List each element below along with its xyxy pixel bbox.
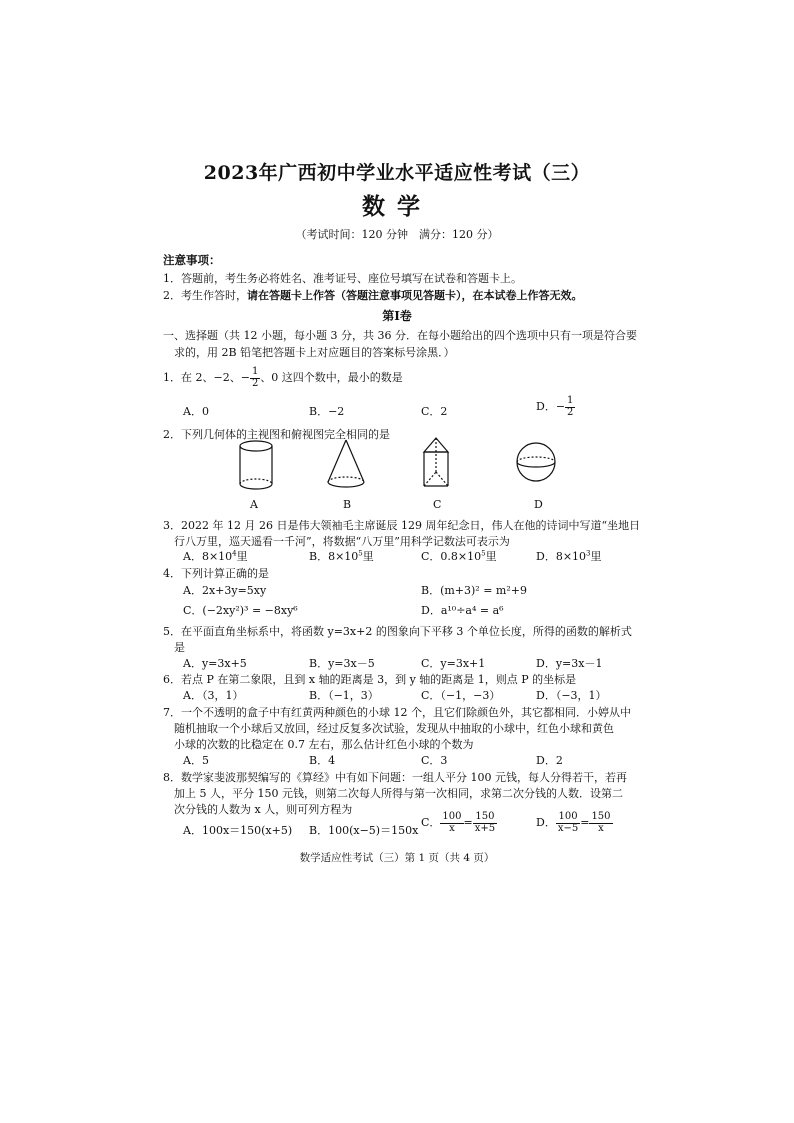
q2-label-b: B (343, 498, 352, 511)
q7-option-a: A．5 (183, 754, 209, 767)
q8-option-d (536, 812, 613, 834)
q1-stem-part-a: 1．在 2、−2、− (163, 371, 250, 384)
q7-option-d: D．2 (536, 754, 563, 767)
subject-title: 数学 (362, 193, 432, 220)
page-footer: 数学适应性考试（三）第 1 页（共 4 页） (299, 852, 495, 864)
q4-option-c: C．(−2xy²)³ = −8xy⁶ (183, 604, 298, 617)
q3-c-exponent: 5 (481, 549, 486, 558)
question-3-line-1: 3．2022 年 12 月 26 日是伟大领袖毛主席诞辰 129 周年纪念日，伟人在他的诗词中写道“坐地日 (163, 519, 641, 532)
q8-option-a: A．100x＝150(x+5) (183, 824, 293, 837)
q2-solids-figure (226, 436, 576, 496)
q3-a-exponent: 4 (232, 549, 237, 558)
q4-option-a: A．2x+3y=5xy (183, 584, 267, 597)
question-1-stem (163, 367, 403, 389)
q2-label-c: C (433, 498, 442, 511)
q6-option-a: A．（3，1） (183, 689, 244, 702)
question-7-line-1: 7．一个不透明的盒子中有红黄两种颜色的小球 12 个，且它们除颜色外，其它都相同．小婷从中 (163, 706, 631, 719)
q8-d-fraction-1 (556, 812, 580, 834)
q3-option-b (309, 548, 374, 564)
question-2-stem: 2．下列几何体的主视图和俯视图完全相同的是 (163, 428, 390, 441)
note-item-2-bold: 请在答题卡上作答（答题注意事项见答题卡），在本试卷上作答无效。 (247, 289, 583, 302)
q7-option-c: C．3 (421, 754, 448, 767)
q1-d-denominator: 2 (567, 406, 574, 418)
question-5-line-1: 5．在平面直角坐标系中，将函数 y=3x+2 的图象向下平移 3 个单位长度，所得的函数的解析式 (163, 625, 632, 638)
q8-option-b: B．100(x−5)＝150x (309, 824, 419, 837)
q8-d-equals: = (580, 816, 590, 829)
question-6-stem: 6．若点 P 在第二象限，且到 x 轴的距离是 3，到 y 轴的距离是 1，则点 P 的坐标是 (163, 673, 577, 686)
question-8-line-3: 次分钱的人数为 x 人，则可列方程为 (174, 803, 353, 816)
q5-option-d: D．y=3x－1 (536, 657, 603, 670)
q5-option-b: B．y=3x－5 (309, 657, 375, 670)
question-7-line-3: 小球的次数的比稳定在 0.7 左右，那么估计红色小球的个数为 (174, 738, 474, 751)
q8-d-num-1: 100 (556, 812, 580, 824)
question-5-line-2: 是 (174, 641, 185, 654)
q8-option-c (421, 812, 497, 834)
q8-d-den-1: x−5 (557, 822, 579, 834)
note-item-2-prefix: 2．考生作答时， (163, 289, 247, 302)
q8-d-num-2: 150 (591, 811, 611, 822)
q7-option-b: B．4 (309, 754, 336, 767)
q8-d-den-2: x (598, 822, 604, 834)
q3-a-unit: 里 (236, 550, 248, 563)
q1-stem-part-b: 、0 这四个数中，最小的数是 (260, 371, 403, 384)
question-8-line-2: 加上 5 人，平分 150 元钱，则第二次每人所得与第一次相同，求第二次分钱的人数．设第二 (174, 787, 623, 800)
q3-b-unit: 里 (362, 550, 374, 563)
q8-c-fraction-1 (440, 812, 463, 834)
q8-c-den-1: x (449, 822, 455, 834)
exam-info: （考试时间：120 分钟 满分：120 分） (295, 228, 499, 241)
q6-option-b: B．（−1，3） (309, 689, 379, 702)
note-item-1: 1．答题前，考生务必将姓名、准考证号、座位号填写在试卷和答题卡上。 (163, 272, 522, 285)
q1-fraction (250, 367, 260, 389)
q8-c-den-2: x+5 (474, 822, 496, 834)
q1-option-b: B．−2 (309, 405, 345, 418)
q3-d-base: D．8×10 (536, 550, 587, 563)
triangular-prism-figure (424, 438, 448, 486)
q5-option-a: A．y=3x+5 (183, 657, 247, 670)
question-8-line-1: 8．数学家斐波那契编写的《算经》中有如下问题：一组人平分 100 元钱，每人分得若干，若再 (163, 771, 627, 784)
note-item-2 (163, 287, 583, 303)
cylinder-figure (240, 441, 272, 489)
section-instruction-line-1: 一、选择题（共 12 小题，每小题 3 分，共 36 分．在每小题给出的四个选项中只有一项是符合要 (163, 329, 637, 342)
q8-c-num-1: 100 (442, 811, 462, 822)
q1-option-d-prefix: D．− (536, 400, 566, 413)
section-title: 第Ⅰ卷 (382, 309, 412, 323)
q2-label-a: A (250, 498, 258, 511)
q1-option-c: C．2 (421, 405, 448, 418)
question-7-line-2: 随机抽取一个小球后又放回，经过反复多次试验，发现从中抽取的小球中，红色小球和黄色 (174, 722, 614, 735)
q3-c-base: C．0.8×10 (421, 550, 482, 563)
q1-frac-numerator: 1 (251, 366, 259, 377)
q5-option-c: C．y=3x+1 (421, 657, 486, 670)
notes-heading: 注意事项： (163, 253, 221, 267)
cone-figure (328, 440, 364, 487)
exam-title: 2023年广西初中学业水平适应性考试（三） (203, 162, 591, 184)
question-4-stem: 4．下列计算正确的是 (163, 567, 269, 580)
q4-option-b: B．(m+3)² = m²+9 (421, 584, 527, 597)
q3-b-base: B．8×10 (309, 550, 359, 563)
q3-d-exponent: 3 (586, 549, 591, 558)
q8-d-fraction-2 (589, 812, 612, 834)
q3-option-a (183, 548, 248, 564)
q1-option-d-fraction (565, 396, 575, 418)
question-3-line-2: 行八万里，巡天遥看一千河”，将数据“八万里”用科学记数法可表示为 (174, 535, 510, 548)
q3-b-exponent: 5 (358, 549, 363, 558)
q8-c-prefix: C． (421, 816, 441, 829)
section-instruction-line-2: 求的，用 2B 铅笔把答题卡上对应题目的答案标号涂黑．） (174, 346, 455, 359)
q3-option-c (421, 548, 497, 564)
q6-option-d: D．（−3，1） (536, 689, 607, 702)
q3-option-d (536, 548, 602, 564)
q4-option-d: D．a¹⁰÷a⁴ = a⁶ (421, 604, 504, 617)
q8-c-num-2: 150 (473, 812, 497, 824)
q2-label-d: D (534, 498, 543, 511)
q3-a-base: A．8×10 (183, 550, 233, 563)
q6-option-c: C．（−1，−3） (421, 689, 501, 702)
q1-option-a: A．0 (183, 405, 209, 418)
q8-c-fraction-2 (473, 812, 497, 834)
q1-frac-denominator: 2 (251, 377, 259, 389)
q8-d-prefix: D． (536, 816, 556, 829)
q8-c-equals: = (463, 816, 473, 829)
sphere-figure (517, 443, 555, 481)
q1-option-d (536, 396, 575, 418)
q3-c-unit: 里 (485, 550, 497, 563)
q1-d-numerator: 1 (567, 395, 574, 406)
q3-d-unit: 里 (590, 550, 602, 563)
